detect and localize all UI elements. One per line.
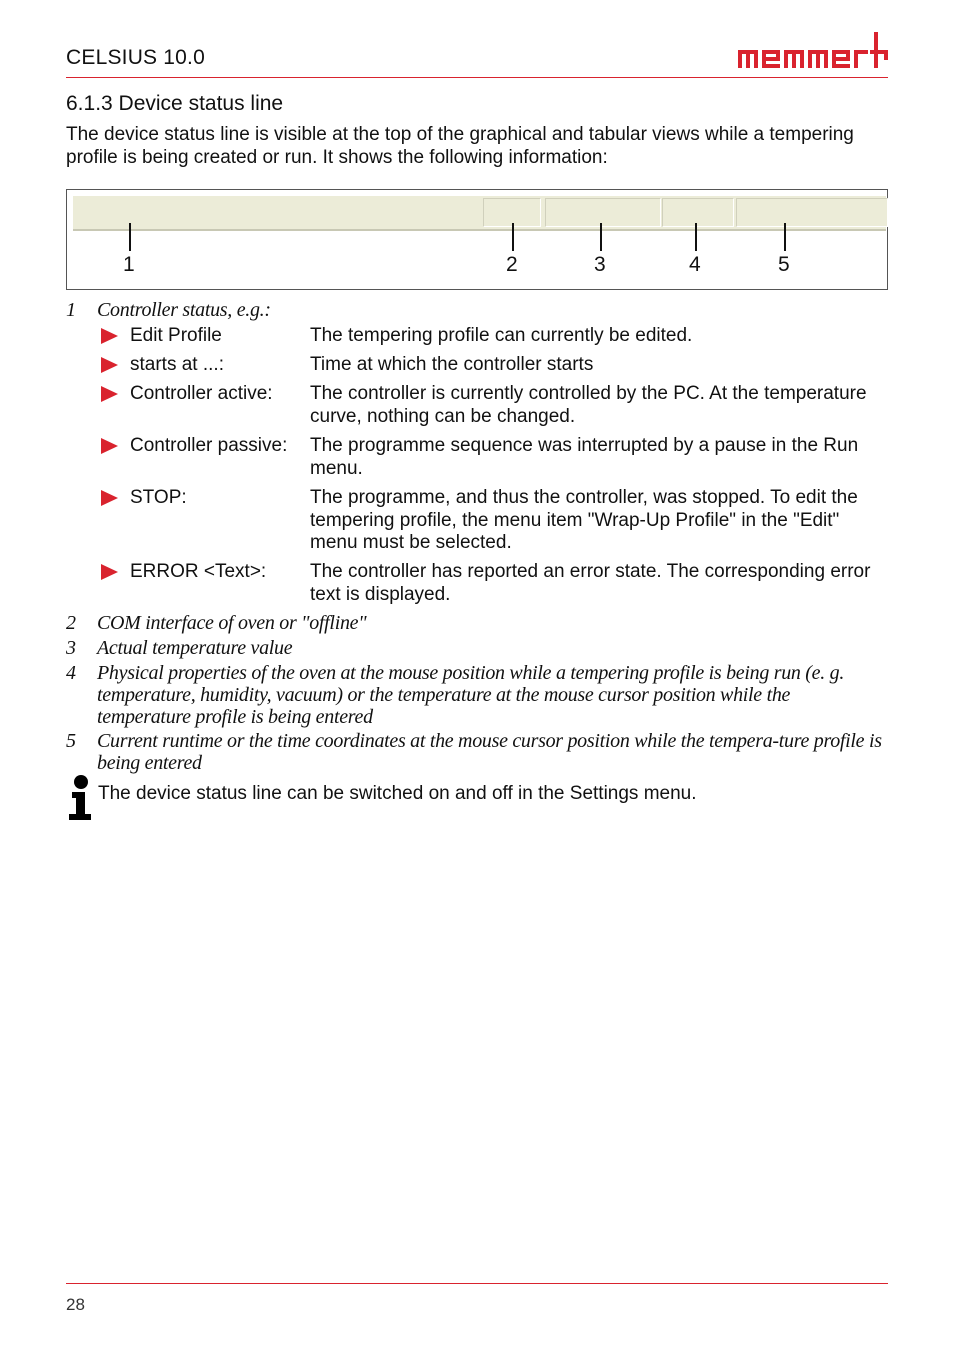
footer-rule [66, 1283, 888, 1284]
legend-item-text: Current runtime or the time coordinates at the mouse cursor position while the tempera-ture profile is being entered [97, 730, 882, 774]
legend-item-text: Physical properties of the oven at the mouse position while a tempering profile is being run (e. g. temperature, humidity, vacuum) or the temperature at the mouse cursor position while the temperature profile is being entered [97, 662, 845, 728]
legend-item-text: COM interface of oven or "offline" [97, 612, 367, 634]
status-description: The programme sequence was interrupted by a pause in the Run menu. [310, 435, 859, 479]
callout-number-2: 2 [506, 253, 518, 276]
callout-line-4 [695, 223, 697, 251]
status-description: The programme, and thus the controller, was stopped. To edit the tempering profile, the menu item "Wrap-Up Profile" in the "Edit" menu must be selected. [310, 487, 858, 553]
status-description: The controller has reported an error state. The corresponding error text is displayed. [310, 561, 871, 605]
page-number: 28 [66, 1295, 85, 1314]
memmert-logo [738, 30, 890, 72]
status-term: Controller active: [130, 383, 273, 404]
bullet-arrow-icon [101, 438, 118, 454]
callout-line-3 [600, 223, 602, 251]
note-text: The device status line can be switched on and off in the Settings menu. [98, 783, 697, 804]
status-term: starts at ...: [130, 354, 224, 375]
status-term: ERROR <Text>: [130, 561, 267, 582]
legend-item-number: 3 [66, 637, 76, 659]
status-field-properties [662, 198, 734, 227]
callout-line-1 [129, 223, 131, 251]
legend-item-text: Controller status, e.g.: [97, 299, 271, 321]
bullet-arrow-icon [101, 328, 118, 344]
bullet-arrow-icon [101, 386, 118, 402]
status-description: Time at which the controller starts [310, 354, 594, 375]
legend-item-number: 4 [66, 662, 76, 684]
header-rule [66, 77, 888, 78]
status-term: Controller passive: [130, 435, 288, 456]
callout-number-5: 5 [778, 253, 790, 276]
legend-item-number: 2 [66, 612, 76, 634]
status-term: STOP: [130, 487, 187, 508]
status-description: The tempering profile can currently be edited. [310, 325, 693, 346]
status-line-figure [66, 189, 888, 290]
info-icon [66, 775, 96, 821]
header-title: CELSIUS 10.0 [66, 46, 205, 69]
device-status-line [73, 196, 886, 231]
bullet-arrow-icon [101, 564, 118, 580]
legend-item-number: 1 [66, 299, 76, 321]
status-field-runtime [736, 198, 888, 227]
callout-number-1: 1 [123, 253, 135, 276]
callout-line-5 [784, 223, 786, 251]
status-term: Edit Profile [130, 325, 222, 346]
section-title: 6.1.3 Device status line [66, 92, 284, 115]
callout-line-2 [512, 223, 514, 251]
status-description: The controller is currently controlled by the PC. At the temperature curve, nothing can be changed. [310, 383, 867, 427]
intro-paragraph: The device status line is visible at the top of the graphical and tabular views while a tempering profile is being created or run. It shows the following information: [66, 124, 854, 168]
callout-number-4: 4 [689, 253, 701, 276]
legend-item-number: 5 [66, 730, 76, 752]
status-field-temperature [545, 198, 661, 227]
legend-item-text: Actual temperature value [97, 637, 293, 659]
bullet-arrow-icon [101, 490, 118, 506]
callout-number-3: 3 [594, 253, 606, 276]
bullet-arrow-icon [101, 357, 118, 373]
